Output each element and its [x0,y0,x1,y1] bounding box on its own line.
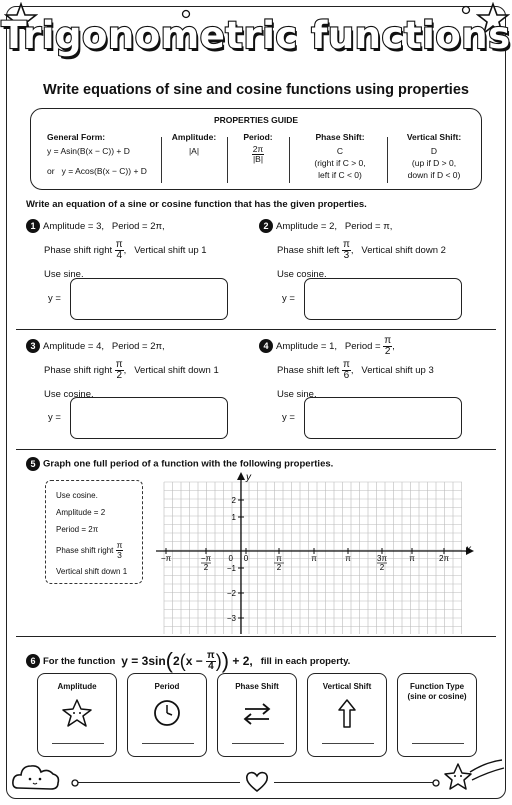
phase-fraction: $\frac{\pi}{2}$ [115,358,123,381]
problem-number: 6 [26,654,40,668]
star-icon [38,698,116,733]
shooting-star-icon [440,758,506,800]
card-vertical-shift[interactable] [307,673,387,757]
problem-3: 3 Amplitude = 4, Period = 2π, Phase shift right $\frac{\pi}{2}$ , Vertical shift down 1 Use cosine. [26,334,251,406]
divider [387,137,388,183]
x-tick-label: 2π [439,554,449,563]
problem-amplitude: Amplitude = 3, [43,220,104,232]
x-axis-label: x [466,544,471,555]
phase-fraction: $\frac{\pi}{3}$ [116,540,123,560]
x-tick-label: π [409,554,415,563]
problem-period: Period = π, [344,220,393,232]
problem-2: 2 Amplitude = 2, Period = π, Phase shift left $\frac{\pi}{3}$ , Vertical shift down 2 Use cosine. [259,214,499,286]
x-tick-label: π [345,554,351,563]
card-phase-shift[interactable] [217,673,297,757]
y-equals-label: y = [48,412,61,423]
problem-use: Use cosine. [277,268,327,280]
guide-vertical-shift [389,131,479,181]
amplitude-value: |A| [188,146,200,156]
section-divider [16,329,496,330]
problem-number: 3 [26,339,40,353]
properties-guide [30,108,482,190]
problem-vertical: Vertical shift down 2 [361,244,446,256]
card-period[interactable] [127,673,207,757]
prop-use: Use cosine. [56,491,98,500]
problem-amplitude: Amplitude = 2, [276,220,337,232]
section-6-equation: y = 3sin ( 2 ( x − $\frac{\pi}{4}$ ) ) + 2, [121,648,253,673]
prop-period: Period = 2π [56,525,99,534]
instruction: Write an equation of a sine or cosine function that has the given properties. [26,199,367,210]
y-equals-label: y = [282,293,295,304]
clock-icon [128,698,206,733]
answer-box-3[interactable] [70,397,228,439]
divider [227,137,228,183]
guide-phase-shift [293,131,387,181]
period-label: Period: [243,132,273,142]
answer-line[interactable] [232,743,284,744]
problem-phase: Phase shift left [277,244,340,256]
problem-amplitude: Amplitude = 1, [276,340,337,352]
problem-number: 4 [259,339,273,353]
section-6-prefix: For the function [43,655,116,667]
y-axis-arrow [237,472,245,480]
swap-arrows-icon [218,702,296,731]
page-title: Trigonometric functions [1,14,511,57]
y-tick-label: 0 [228,554,233,563]
card-title: Period [154,682,180,691]
heart-icon [244,770,270,794]
divider [289,137,290,183]
card-title: Function Type (sine or cosine) [407,682,467,701]
general-form-sine: y = Asin(B(x − C)) + D [47,146,130,156]
problem-use: Use sine. [277,388,317,400]
up-arrow-icon [308,698,386,735]
y-equals-label: y = [48,293,61,304]
prop-phase: Phase shift right [56,546,114,555]
phase-note: left if C < 0) [318,170,362,180]
problem-phase: Phase shift right [44,244,113,256]
problem-number: 5 [26,457,40,471]
vertical-note: (up if D > 0, [411,158,457,168]
x-tick-label: −π [200,554,212,563]
card-function-type[interactable] [397,673,477,757]
prop-amplitude: Amplitude = 2 [56,508,106,517]
phase-value: C [336,146,344,156]
phase-label: Phase Shift: [315,132,365,142]
answer-line[interactable] [412,743,464,744]
problem-1: 1 Amplitude = 3, Period = 2π, Phase shift right $\frac{\pi}{4}$ , Vertical shift up 1 Use sine. [26,214,251,286]
guide-period [235,131,281,164]
problem-period: Period = 2π, [111,340,165,352]
answer-line[interactable] [52,743,104,744]
divider [161,137,162,183]
y-tick-label: 1 [231,513,236,522]
problem-vertical: Vertical shift down 1 [134,364,219,376]
problem-period: Period = 2π, [111,220,165,232]
vertical-value: D [430,146,438,156]
guide-title: PROPERTIES GUIDE [213,115,299,125]
phase-fraction: $\frac{\pi}{6}$ [342,358,350,381]
guide-general-form [47,131,147,177]
coordinate-grid [150,468,480,636]
answer-line[interactable] [142,743,194,744]
problem-period: Period = [344,340,381,352]
answer-box-1[interactable] [70,278,228,320]
vertical-label: Vertical Shift: [406,132,462,142]
y-tick-label: −2 [226,589,236,598]
answer-box-2[interactable] [304,278,462,320]
problem-number: 2 [259,219,273,233]
y-axis-label: y [246,472,251,483]
phase-fraction: $\frac{\pi}{4}$ [115,238,123,261]
footer-line [274,782,434,783]
x-tick-label: −π [160,554,172,563]
problem-use: Use cosine. [44,388,94,400]
graph-properties-box [45,480,143,584]
y-equals-label: y = [282,412,295,423]
card-title: Phase Shift [235,682,279,691]
general-form-cosine: y = Acos(B(x − C)) + D [61,166,147,176]
x-tick-label: π [276,554,282,563]
problem-phase: Phase shift left [277,364,340,376]
card-subtitle: (sine or cosine) [407,692,467,701]
vertical-note: down if D < 0) [407,170,461,180]
x-tick-label: 0 [243,554,249,563]
problem-amplitude: Amplitude = 4, [43,340,104,352]
section-divider [16,636,496,637]
prop-vertical: Vertical shift down 1 [56,567,128,576]
section-divider [16,449,496,450]
answer-line[interactable] [322,743,374,744]
problem-vertical: Vertical shift up 3 [361,364,434,376]
page-subtitle: Write equations of sine and cosine functions using properties [43,82,469,98]
period-fraction: $\frac{\pi}{2}$ [384,334,392,357]
section-6-instruction [26,648,350,674]
footer-line [74,782,240,783]
y-tick-label: −3 [226,614,236,623]
period-fraction: $\frac{2\pi}{|B|}$ [252,144,264,164]
answer-box-4[interactable] [304,397,462,439]
amplitude-label: Amplitude: [171,132,217,142]
dot-icon [70,778,80,788]
guide-amplitude [169,131,219,157]
x-tick-label-denominator: 2 [276,563,282,572]
x-tick-label-denominator: 2 [203,563,209,572]
general-form-or: or [47,166,55,176]
x-tick-label: π [311,554,317,563]
phase-note: (right if C > 0, [314,158,366,168]
problem-number: 1 [26,219,40,233]
y-tick-label: 2 [231,496,236,505]
card-title: Vertical Shift [322,682,372,691]
problem-phase: Phase shift right [44,364,113,376]
problem-4: 4 Amplitude = 1, Period = $\frac{\pi}{2}$ , Phase shift left $\frac{\pi}{6}$ , Vertical shift up 3 Use sine. [259,334,499,406]
problem-vertical: Vertical shift up 1 [134,244,207,256]
problem-use: Use sine. [44,268,84,280]
cloud-icon [10,758,62,796]
y-tick-label: −1 [226,564,236,573]
section-6-suffix: fill in each property. [260,655,351,667]
card-title: Amplitude [57,682,97,691]
x-tick-label: 3π [377,554,387,563]
phase-fraction: $\frac{\pi}{3}$ [342,238,350,261]
x-tick-label-denominator: 2 [379,563,385,572]
card-amplitude[interactable] [37,673,117,757]
section-5-text: Graph one full period of a function with the following properties. [43,458,334,470]
general-form-label: General Form: [47,132,106,142]
